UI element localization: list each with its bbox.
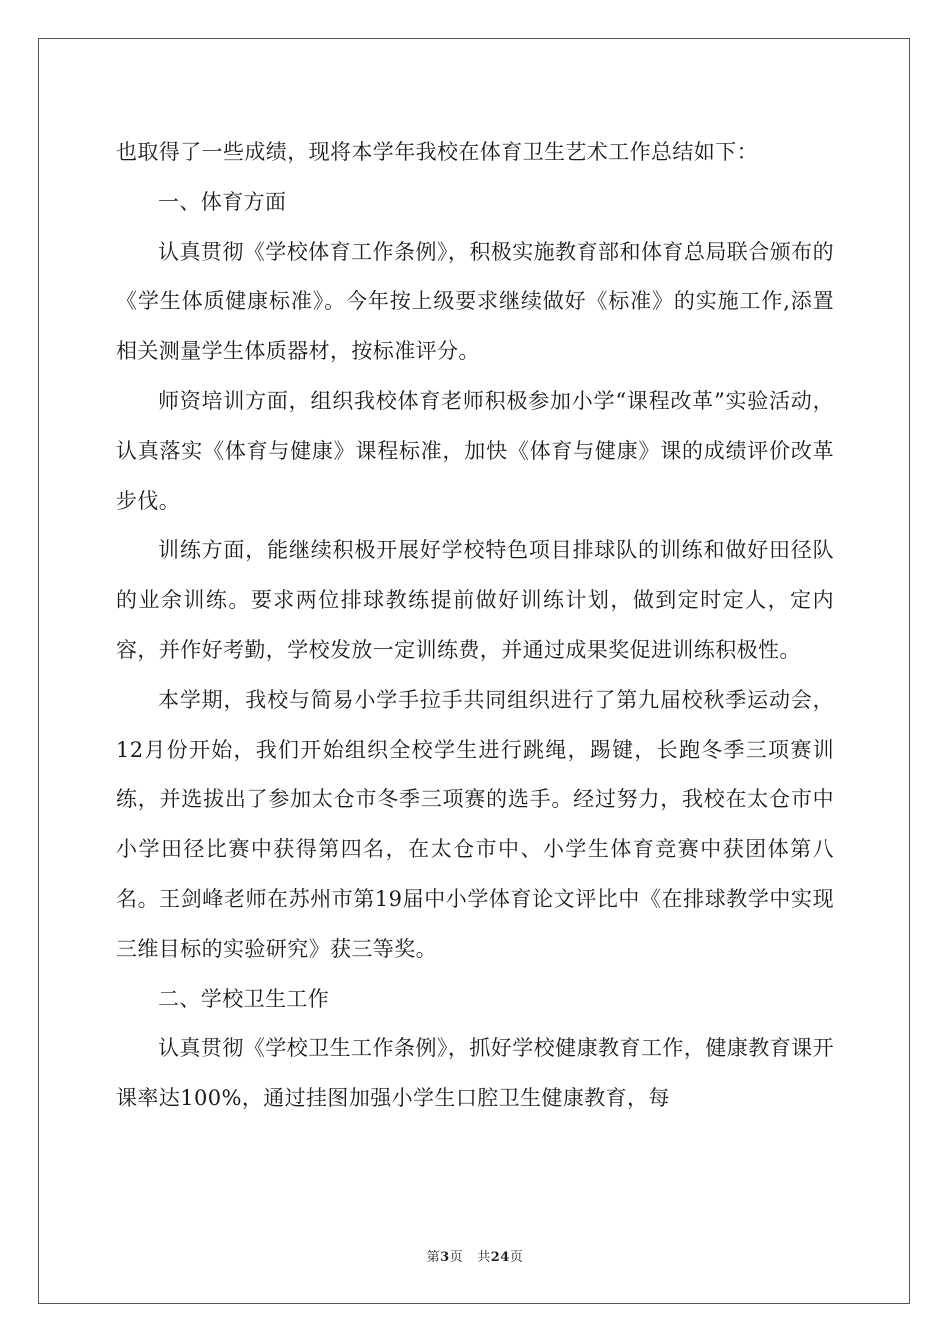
- page-footer: [0, 1246, 950, 1265]
- footer-current-page: 3: [440, 1250, 450, 1265]
- section-heading-health: 二、学校卫生工作: [158, 986, 330, 1011]
- paragraph-3: 师资培训方面，组织我校体育老师积极参加小学“课程改革”实验活动，认真落实《体育与健康》课程标准，加快《体育与健康》课的成绩评价改革步伐。: [116, 388, 834, 513]
- footer-total-pages: 24: [490, 1250, 510, 1265]
- footer-page-suffix: 页: [449, 1250, 464, 1265]
- footer-total-prefix: 共: [477, 1250, 491, 1265]
- paragraph-1: 也取得了一些成绩，现将本学年我校在体育卫生艺术工作总结如下：: [116, 140, 758, 164]
- paragraph-5: 本学期，我校与简易小学手拉手共同组织进行了第九届校秋季运动会，12月份开始，我们开始组织全校学生进行跳绳，踢键，长跑冬季三项赛训练，并选拔出了参加太仓市冬季三项赛的选手。经过努力，我校在太仓市中小学田径比赛中获得第四名，在太仓市中、小学生体育竞赛中获团体第八名。王剑峰老师在苏州市第19届中小学体育论文评比中《在排球教学中实现三维目标的实验研究》获三等奖。: [116, 687, 834, 961]
- document-body: [116, 128, 834, 1124]
- paragraph-2: 认真贯彻《学校体育工作条例》，积极实施教育部和体育总局联合颁布的《学生体质健康标准》。今年按上级要求继续做好《标准》的实施工作,添置相关测量学生体质器材，按标准评分。: [116, 239, 834, 364]
- section-heading-sports: 一、体育方面: [158, 189, 287, 214]
- footer-page-prefix: 第: [426, 1250, 441, 1265]
- footer-total-suffix: 页: [509, 1250, 524, 1265]
- paragraph-4: 训练方面，能继续积极开展好学校特色项目排球队的训练和做好田径队的业余训练。要求两位排球教练提前做好训练计划，做到定时定人，定内容，并作好考勤，学校发放一定训练费，并通过成果奖促进训练积极性。: [116, 538, 834, 662]
- paragraph-6: 认真贯彻《学校卫生工作条例》，抓好学校健康教育工作，健康教育课开课率达100%，通过挂图加强小学生口腔卫生健康教育，每: [116, 1036, 834, 1111]
